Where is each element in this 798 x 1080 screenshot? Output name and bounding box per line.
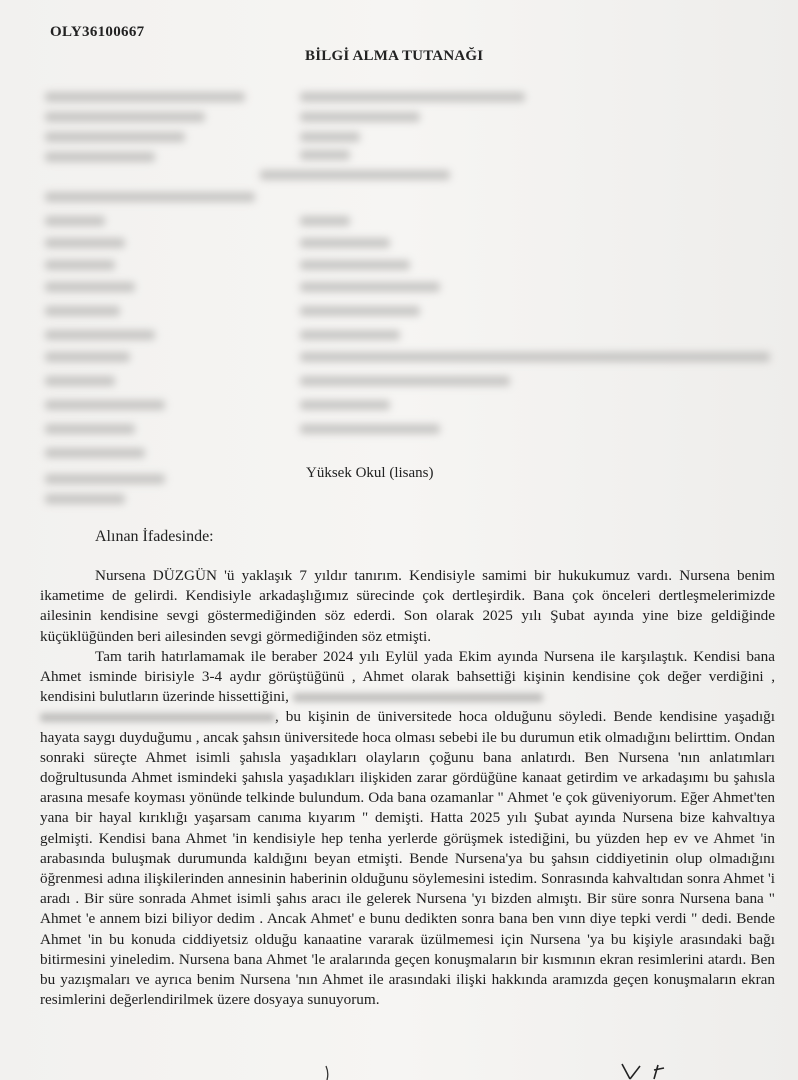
- signature-mark: [600, 1062, 680, 1080]
- statement-paragraph: Nursena DÜZGÜN 'ü yaklaşık 7 yıldır tanırım. Kendisiyle samimi bir hukukumuz vardı. Nursena benim ikametime de gelirdi. Kendisiyle arkadaşlığımız sürecinde çok dertleşirdik. Bana çok önceleri dertleşmelerimizde ailesinin kendisine sevgi göstermediğinden söz ederdi. Son olarak 2025 yılı Şubat ayında yine bize geldiğinde küçüklüğünden beri ailesinden sevgi görmediğinden söz etmişti.: [40, 567, 775, 645]
- document-id: OLY36100667: [50, 24, 145, 40]
- document-title: BİLGİ ALMA TUTANAĞI: [305, 48, 484, 64]
- redacted-inline-text: [293, 693, 543, 702]
- statement-heading: Alınan İfadesinde:: [95, 528, 214, 545]
- redacted-personal-info: [0, 70, 798, 510]
- statement-paragraph: [40, 647, 775, 1011]
- statement-text: Tam tarih hatırlamamak ile beraber 2024 yılı Eylül yada Ekim ayında Nursena ile karşılaştık. Kendisi bana Ahmet isminde birisiyle 3-4 aydır görüştüğünü , Ahmet olarak bahsettiği kişinin kendisine çok değer verdiğini , kendisini bulutların üzerinde hissettiğini,: [40, 647, 775, 706]
- education-level: Yüksek Okul (lisans): [306, 465, 434, 481]
- signature-mark: [320, 1064, 340, 1080]
- statement-text: , bu kişinin de üniversitede hoca olduğunu söyledi. Bende kendisine yaşadığı hayata saygı duyduğumu , ancak şahsın üniversitede hoca olması sebebi ile bu durumun etik olmadığını belirttim. Ondan sonraki süreçte Ahmet isimli şahısla yaşadıkları olayların çoğunu bana anlatırdı. Ben Nursena 'nın anlatımları doğrultusunda Ahmet ismindeki şahısla yaşadıkları ilişkiden zarar gördüğüne kanaat getirdim ve arkadaşımı bu şahısla arasına mesafe koyması yönünde telkinde bulundum. Oda bana ozamanlar " Ahmet 'e çok güveniyorum. Eğer Ahmet'ten yana bir hayal kırıklığı yaşarsam canıma kıyarım " demişti. Hatta 2025 yılı Şubat ayında Nursena bize kahvaltıya gelmişti. Kendisi bana Ahmet 'in kendisiyle hep tenha yerlerde görüşmek istediğini, bu yüzden hep ev ve Ahmet 'in arabasında buluşmak durumunda kaldığını beyan etmişti. Bende Nursena'ya bu şahsın ciddiyetinin olup olmadığını öğrenmesi adına ilişkilerinden annesinin haberinin olduğunu söylemesini istedim. Sonrasında kahvaltıdan sonra Ahmet 'i aradı . Bir süre sonrada Ahmet isimli şahıs aracı ile gelerek Nursena 'yı bizden almıştı. Bir süre sonra Nursena bana " Ahmet 'e annem bizi biliyor dedim . Ancak Ahmet' e bunu dedikten sonra bana ben vınn diye tepki verdi " dedi. Bende Ahmet 'in bu konuda ciddiyetsiz olduğu kanaatine vararak üzülmemesi için Nursena 'ya bu kişiyle arasındaki bağı bitirmesini yineledim. Nursena bana Ahmet 'le aralarında geçen konuşmaların bir kısmının ekran resimlerini atardı. Ben bu yazışmaları ve ayrıca benim Nursena 'nın Ahmet ile arasındaki ilişki hakkında aramızda geçen konuşmaların ekran resimlerini değerlendirilmek üzere dosyaya sunuyorum.: [40, 708, 775, 1009]
- statement-body: [40, 566, 775, 1010]
- redacted-inline-text: [40, 713, 275, 722]
